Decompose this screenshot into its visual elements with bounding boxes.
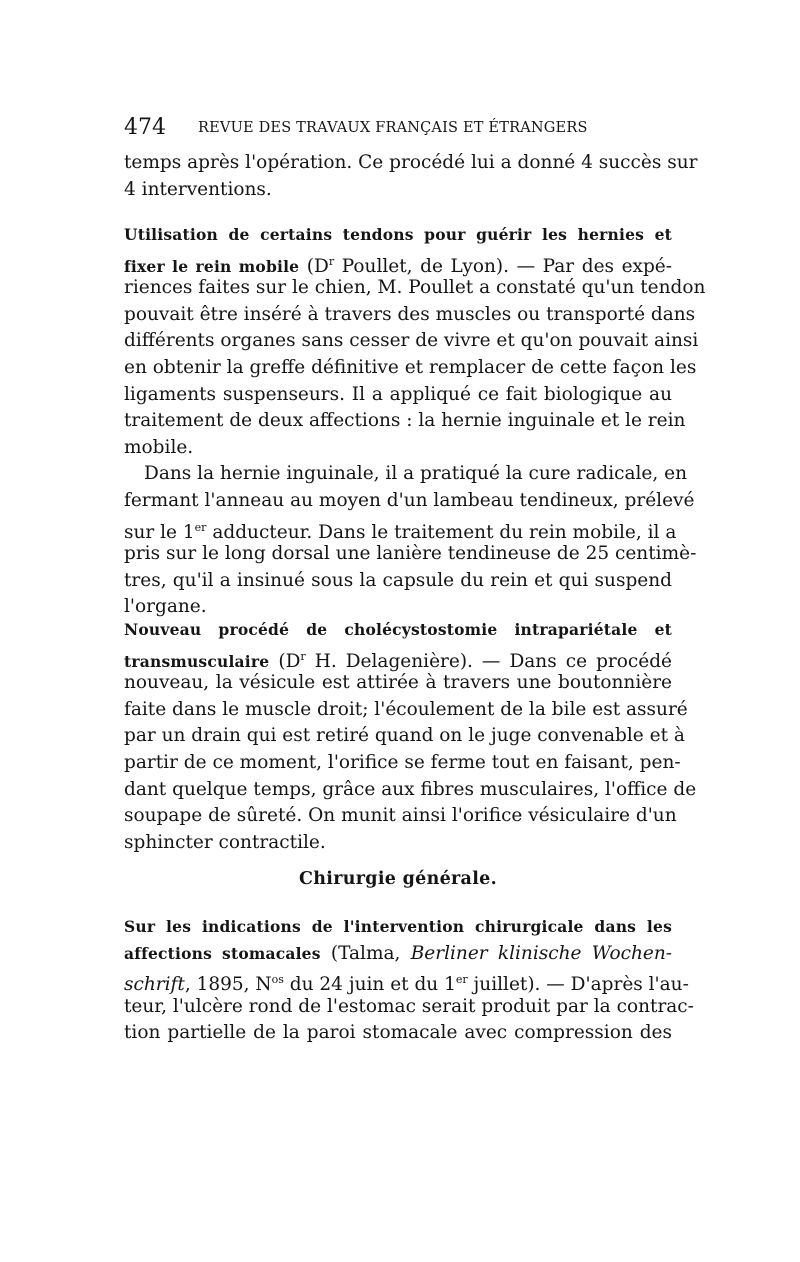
text-line: différents organes sans cesser de vivre et qu'on pouvait ainsi — [124, 330, 699, 352]
text-line: schrift, 1895, $N^{os}$ du 24 juin et du 1er juillet). — D'après l'au- — [124, 973, 689, 996]
text-line: partir de ce moment, l'orifice se ferme tout en faisant, pen- — [124, 751, 681, 773]
text-line: teur, l'ulcère rond de l'estomac serait produit par la contrac- — [124, 995, 694, 1017]
text-line: nouveau, la vésicule est attirée à travers une boutonnière — [124, 672, 672, 694]
text-line: sphincter contractile. — [124, 831, 326, 853]
article-title-line: Nouveau procédé de cholécystostomie intrapariétale et — [124, 620, 672, 639]
text-line: par un drain qui est retiré quand on le juge convenable et à — [124, 725, 685, 747]
text-line: riences faites sur le chien, M. Poullet a constaté qu'un tendon — [124, 277, 706, 299]
page-header — [124, 115, 624, 145]
text-line: ligaments suspenseurs. Il a appliqué ce fait biologique au — [124, 383, 672, 405]
article-title-line: fixer le rein mobile ($D^r$ Poullet, de Lyon). — Par des expé- — [124, 254, 672, 277]
section-heading: Chirurgie générale. — [299, 869, 497, 889]
text-line: l'organe. — [124, 596, 207, 618]
text-line: soupape de sûreté. On munit ainsi l'orifice vésiculaire d'un — [124, 805, 677, 827]
text-line: dant quelque temps, grâce aux fibres musculaires, l'office de — [124, 778, 697, 800]
article-title-line: affections stomacales (Talma, Berliner klinische Wochen- — [124, 942, 672, 964]
text-line: traitement de deux affections : la hernie inguinale et le rein — [124, 410, 686, 432]
text-line: tion partielle de la paroi stomacale avec compression des — [124, 1022, 672, 1044]
text-line: pris sur le long dorsal une lanière tendineuse de 25 centimè- — [124, 543, 697, 565]
article-tendons — [124, 222, 706, 621]
text-line: tres, qu'il a insinué sous la capsule du rein et qui suspend — [124, 569, 672, 591]
text-line: mobile. — [124, 436, 194, 458]
page-number: 474 — [124, 115, 166, 140]
article-title-line: Utilisation de certains tendons pour guérir les hernies et — [124, 225, 672, 244]
text-line: temps après l'opération. Ce procédé lui a donné 4 succès sur — [124, 152, 698, 173]
article-title-line: Sur les indications de l'intervention chirurgicale dans les — [124, 917, 672, 936]
article-cholecystostomie — [124, 617, 697, 856]
article-stomacales — [124, 914, 694, 1047]
continuation-paragraph — [124, 150, 698, 203]
text-line: fermant l'anneau au moyen d'un lambeau tendineux, prélevé — [124, 489, 695, 511]
text-line: sur le 1er adducteur. Dans le traitement du rein mobile, il a — [124, 520, 677, 543]
text-line: en obtenir la greffe définitive et remplacer de cette façon les — [124, 356, 697, 378]
text-line: faite dans le muscle droit; l'écoulement de la bile est assuré — [124, 698, 688, 720]
article-title-line: transmusculaire ($D^r$ H. Delagenière). — Dans ce procédé — [124, 649, 672, 672]
running-title: REVUE DES TRAVAUX FRANÇAIS ET ÉTRANGERS — [198, 120, 588, 136]
text-line: 4 interventions. — [124, 178, 272, 200]
text-line: Dans la hernie inguinale, il a pratiqué la cure radicale, en — [144, 463, 687, 485]
text-line: pouvait être inséré à travers des muscles ou transporté dans — [124, 303, 696, 325]
